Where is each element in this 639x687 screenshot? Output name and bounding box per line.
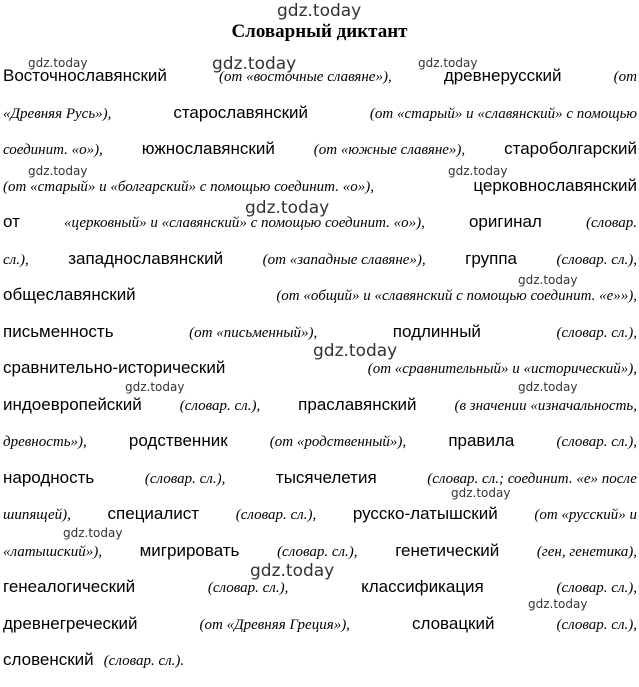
word-explanation: (от «русский» и <box>534 507 637 523</box>
word-explanation: (от «родственный»), <box>269 434 407 450</box>
text-line <box>3 650 637 687</box>
watermark: gdz.today <box>28 164 88 178</box>
dictation-word: древнегреческий <box>3 613 138 633</box>
watermark: gdz.today <box>125 380 185 394</box>
word-explanation: древность»), <box>3 434 87 450</box>
dictation-word: Восточнославянский <box>3 66 167 85</box>
word-explanation: (от «восточные славяне»), <box>219 69 392 85</box>
dictation-word: специалист <box>107 504 200 523</box>
dictation-word: генеалогический <box>3 577 136 596</box>
text-line <box>3 139 637 176</box>
dictation-word: древнерусский <box>443 66 562 85</box>
word-explanation: (от «Древняя Греция»), <box>199 616 350 633</box>
word-explanation: «церковный» и «славянский» с помощью соединит. «о»), <box>63 215 425 231</box>
dictation-word: общеславянский <box>3 285 136 304</box>
text-line <box>3 431 637 468</box>
dictation-word: индоевропейский <box>3 394 142 414</box>
dictation-word: оригинал <box>468 212 542 231</box>
watermark: gdz.today <box>28 56 88 70</box>
word-explanation: сл.), <box>3 251 29 268</box>
word-explanation: (словар. сл.; соединит. «е» после <box>427 470 637 487</box>
dictation-word: генетический <box>395 540 500 560</box>
text-line <box>3 468 637 505</box>
watermark: gdz.today <box>528 597 588 611</box>
dictation-word: тысячелетия <box>275 467 377 487</box>
word-explanation: (словар. сл.), <box>144 470 226 487</box>
dictation-word: словенский <box>3 650 94 669</box>
dictation-word: классификация <box>361 577 484 596</box>
word-explanation: (словар. сл.), <box>235 507 317 523</box>
dictation-word: правила <box>448 431 515 450</box>
word-explanation: (от «старый» и «славянский» с помощью <box>369 105 637 122</box>
dictation-word: южнославянский <box>141 139 275 158</box>
word-explanation: (от «письменный»), <box>189 324 318 341</box>
watermark: gdz.today <box>212 54 297 74</box>
dictation-word: западнославянский <box>68 248 224 268</box>
dictation-word: староболгарский <box>504 139 637 158</box>
dictation-word: церковнославянский <box>473 175 637 195</box>
word-explanation: (от «западные славяне»), <box>262 251 426 268</box>
watermark: gdz.today <box>245 198 330 218</box>
word-explanation: (словар. сл.), <box>556 324 637 341</box>
word-explanation: соединит. «о»), <box>3 142 103 158</box>
word-explanation: (словар. сл.), <box>556 616 637 633</box>
text-line <box>3 395 637 432</box>
watermark: gdz.today <box>418 56 478 70</box>
word-explanation: (от <box>613 69 637 85</box>
word-explanation: (словар. сл.), <box>207 580 289 596</box>
watermark: gdz.today <box>518 273 578 287</box>
header-watermark: gdz.today <box>277 1 362 21</box>
word-explanation: шипящей), <box>3 507 71 523</box>
dictation-word: родственник <box>128 431 228 450</box>
dictation-word: старославянский <box>173 102 309 122</box>
watermark: gdz.today <box>313 341 398 361</box>
word-explanation: (ген, генетика), <box>536 543 637 560</box>
text-line <box>3 103 637 140</box>
text-line <box>3 66 637 103</box>
watermark: gdz.today <box>250 561 335 581</box>
word-explanation: «Древняя Русь»), <box>3 105 112 122</box>
dictation-word: мигрировать <box>139 540 240 560</box>
text-line <box>3 285 637 322</box>
word-explanation: (словар. сл.), <box>556 251 637 268</box>
dictation-word: от <box>3 212 20 231</box>
dictation-word: подлинный <box>392 321 481 341</box>
word-explanation: (от «сравнительный» и «исторический»), <box>367 361 637 377</box>
watermark: gdz.today <box>63 526 123 540</box>
dictation-word: словацкий <box>411 613 495 633</box>
word-explanation: «латышский»), <box>3 543 102 560</box>
dictation-word: праславянский <box>298 394 417 414</box>
page-title: Словарный диктант <box>231 21 408 42</box>
dictation-word: народность <box>3 467 95 487</box>
dictation-word: сравнительно-исторический <box>3 358 226 377</box>
watermark: gdz.today <box>451 486 511 500</box>
word-explanation: (от «старый» и «болгарский» с помощью соединит. «о»), <box>3 178 374 195</box>
watermark: gdz.today <box>518 380 578 394</box>
text-line <box>3 614 637 651</box>
word-explanation: (от «общий» и «славянский с помощью соединит. «е»»), <box>276 288 637 304</box>
word-explanation: (словар. сл.), <box>277 543 358 560</box>
watermark: gdz.today <box>448 164 508 178</box>
word-explanation: (словар. сл.), <box>556 580 637 596</box>
word-explanation: (словар. <box>585 215 637 231</box>
word-explanation: (от «южные славяне»), <box>313 142 466 158</box>
word-explanation: (словар. сл.), <box>556 434 637 450</box>
dictation-word: русско-латышский <box>352 504 498 523</box>
dictation-word: письменность <box>3 321 114 341</box>
word-explanation: (словар. сл.), <box>179 397 261 414</box>
word-explanation: (в значении «изначальность, <box>454 397 637 414</box>
dictation-text <box>3 66 637 687</box>
word-explanation: (словар. сл.). <box>103 653 185 669</box>
dictation-word: группа <box>465 248 518 268</box>
